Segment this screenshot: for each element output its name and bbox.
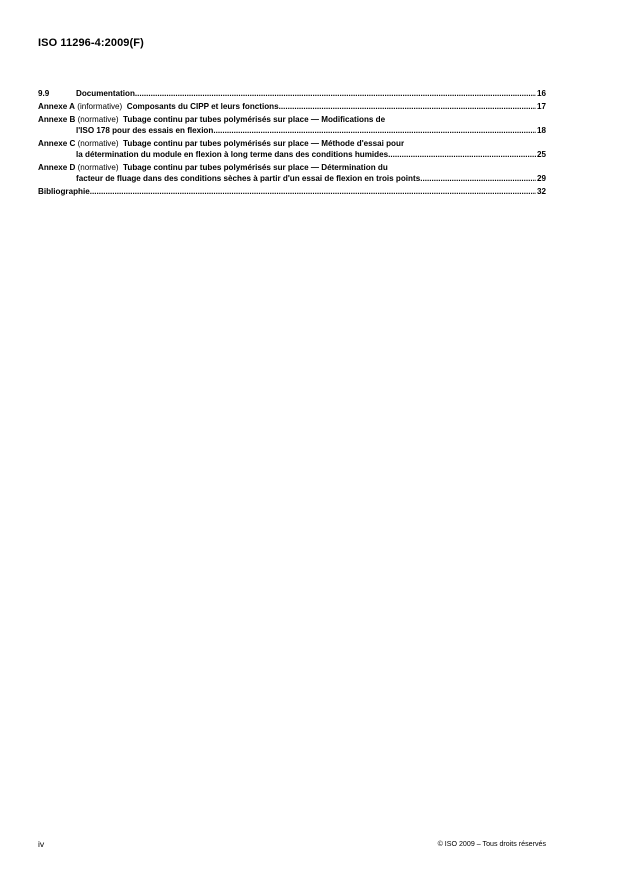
- table-of-contents: [38, 89, 546, 200]
- toc-page-number: 16: [536, 89, 546, 98]
- toc-entry-annex-c[interactable]: [38, 139, 546, 160]
- toc-page-number: 18: [536, 125, 546, 135]
- toc-entry-9-9[interactable]: [38, 89, 546, 100]
- annex-title-line-1: Tubage continu par tubes polymérisés sur place — Détermination du: [123, 162, 388, 172]
- toc-leader-dots: [279, 102, 536, 113]
- annex-type: (informative): [77, 102, 123, 112]
- annex-title-line-2: la détermination du module en flexion à long terme dans des conditions humides: [76, 149, 389, 159]
- annex-title-line-1: Tubage continu par tubes polymérisés sur place — Modifications de: [123, 115, 386, 125]
- toc-leader-dots: [213, 126, 536, 137]
- toc-leader-dots: [420, 174, 536, 185]
- annex-type: (normative): [77, 115, 119, 125]
- toc-page-number: 29: [536, 173, 546, 183]
- toc-leader-dots: [388, 150, 536, 161]
- toc-entry-bibliography[interactable]: [38, 187, 546, 198]
- annex-title-line-2: facteur de fluage dans des conditions sèches à partir d'un essai de flexion en trois points: [76, 173, 421, 183]
- toc-page-number: 32: [536, 186, 546, 196]
- page-number-footer: iv: [38, 839, 45, 849]
- toc-page-number: 17: [536, 102, 546, 112]
- annex-label: Annexe C: [38, 139, 76, 149]
- toc-entry-annex-a[interactable]: [38, 102, 546, 113]
- toc-entry-annex-d[interactable]: [38, 163, 546, 184]
- toc-leader-dots: [135, 89, 536, 100]
- annex-label: Annexe B: [38, 115, 76, 125]
- toc-entry-title: Bibliographie: [38, 186, 90, 196]
- toc-entry-title: Documentation: [76, 89, 135, 98]
- copyright-footer: © ISO 2009 – Tous droits réservés: [437, 840, 546, 848]
- annex-title-line-1: Tubage continu par tubes polymérisés sur place — Méthode d'essai pour: [123, 139, 405, 149]
- toc-entry-annex-b[interactable]: [38, 115, 546, 136]
- toc-leader-dots: [90, 187, 536, 198]
- annex-label: Annexe A: [38, 102, 76, 112]
- annex-title-line-2: l'ISO 178 pour des essais en flexion: [76, 125, 214, 135]
- toc-entry-number: 9.9: [38, 89, 50, 98]
- annex-label: Annexe D: [38, 162, 76, 172]
- document-id-header: ISO 11296-4:2009(F): [38, 37, 144, 49]
- toc-page-number: 25: [536, 149, 546, 159]
- annex-type: (normative): [77, 139, 119, 149]
- annex-title: Composants du CIPP et leurs fonctions: [126, 102, 279, 112]
- annex-type: (normative): [77, 162, 119, 172]
